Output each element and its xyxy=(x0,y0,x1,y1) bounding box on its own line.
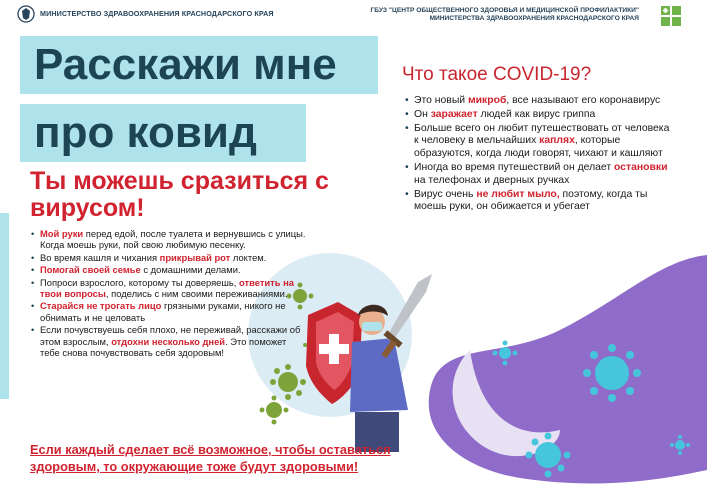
list-item: • Больше всего он любит путешествовать от человека к человеку в мельчайших каплях, которые образуются, когда люди говорят, чихают и кашляют xyxy=(405,123,673,161)
covid-facts-list xyxy=(405,95,673,215)
list-item: • Во время кашля и чихания прикрывай рот локтем. xyxy=(31,252,306,263)
list-item: • Иногда во время путешествий он делает остановки на телефонах и дверных ручках xyxy=(405,162,673,188)
list-item: • Помогай своей семье с домашними делами. xyxy=(31,264,306,275)
list-item: • Он заражает людей как вирус гриппа xyxy=(405,109,673,122)
bottom-message: Если каждый сделает всё возможное, чтобы оставаться здоровым, то окружающие тоже будут здоровыми! xyxy=(30,442,391,474)
list-item: • Мой руки перед едой, после туалета и вернувшись с улицы. Когда моешь руки, пой свою любимую песенку. xyxy=(31,228,306,251)
list-item: • Вирус очень не любит мыло, поэтому, когда ты моешь руки, он обижается и убегает xyxy=(405,189,673,215)
health-center-logo-icon xyxy=(660,5,682,27)
right-section-heading: Что такое COVID-19? xyxy=(402,64,592,85)
list-item: • Попроси взрослого, которому ты доверяешь, ответить на твои вопросы, поделись с ним своими переживаниями. xyxy=(31,277,306,300)
list-item: • Если почувствуешь себя плохо, не переживай, расскажи об этом взрослым, отдохни несколько дней. Это поможет тебе снова почувствовать себя здоровым! xyxy=(31,324,306,358)
page-title-line2: про ковид xyxy=(34,108,257,157)
page-title-line1: Расскажи мне xyxy=(34,40,337,89)
left-advice-list xyxy=(31,228,306,359)
left-section-heading: Ты можешь сразиться с вирусом! xyxy=(30,167,329,222)
health-center-name-line1: ГБУЗ "ЦЕНТР ОБЩЕСТВЕННОГО ЗДОРОВЬЯ И МЕДИЦИНСКОЙ ПРОФИЛАКТИКИ" xyxy=(370,7,639,14)
ministry-name: МИНИСТЕРСТВО ЗДРАВООХРАНЕНИЯ КРАСНОДАРСКОГО КРАЯ xyxy=(40,9,274,18)
health-center-name-line2: МИНИСТЕРСТВА ЗДРАВООХРАНЕНИЯ КРАСНОДАРСКОГО КРАЯ xyxy=(429,15,639,22)
left-accent-bar xyxy=(0,213,9,399)
ministry-emblem-icon xyxy=(17,5,35,23)
list-item: • Старайся не трогать лицо грязными руками, никого не обнимать и не целовать xyxy=(31,300,306,323)
health-center-name xyxy=(359,7,639,23)
list-item: • Это новый микроб, все называют его коронавирус xyxy=(405,95,673,108)
